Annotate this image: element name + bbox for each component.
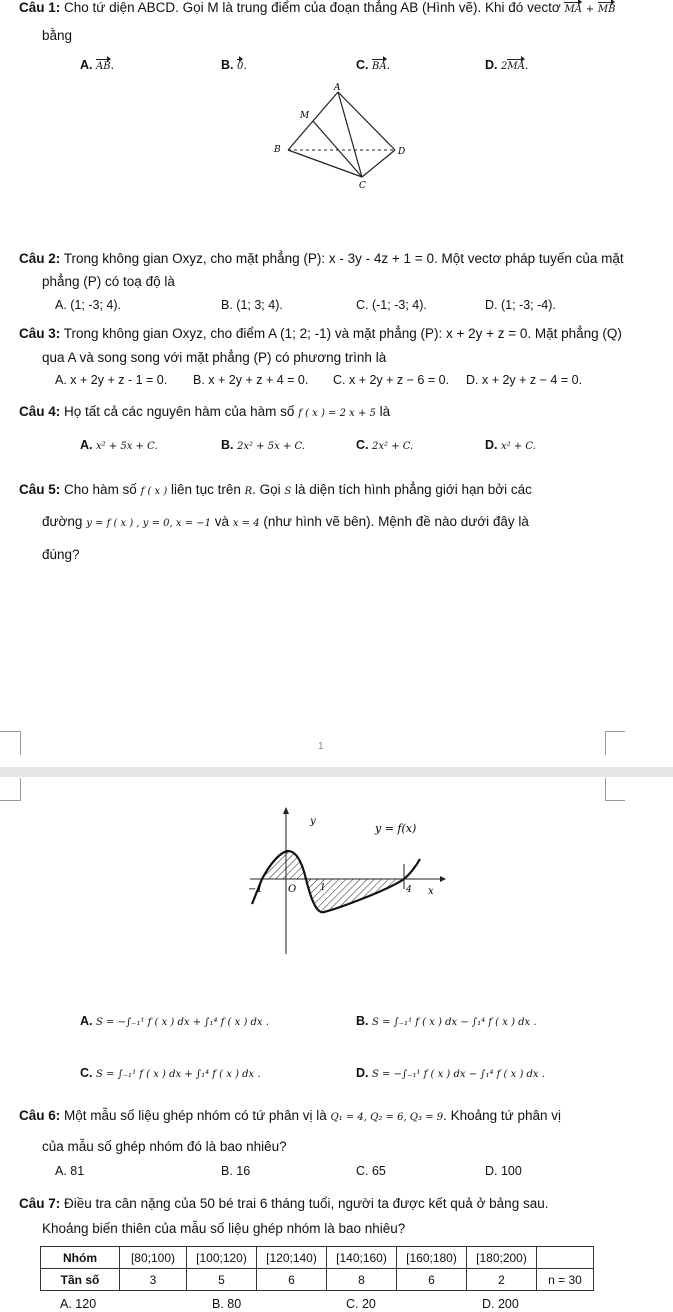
q6-option-a[interactable]: A. 81 <box>55 1164 85 1178</box>
q6-stem: Câu 6: Một mẫu số liệu ghép nhóm có tứ phân vị là Q₁ = 4, Q₂ = 6, Q₃ = 9. Khoảng tứ phân vị <box>19 1108 561 1123</box>
q5-label: Câu 5: <box>19 482 61 497</box>
function-graph <box>230 804 460 964</box>
q6-label: Câu 6: <box>19 1108 61 1123</box>
frequency-table <box>40 1246 594 1291</box>
table-row <box>41 1269 594 1291</box>
q1-stem-2: bằng <box>42 28 73 43</box>
q4-label: Câu 4: <box>19 404 61 419</box>
table-row <box>41 1247 594 1269</box>
tick-label-4: 4 <box>406 885 412 895</box>
corner-mark <box>20 778 21 800</box>
q5-option-b[interactable]: B. S = ∫₋₁¹ f ( x ) dx − ∫₁⁴ f ( x ) dx . <box>356 1014 537 1028</box>
vertex-m: M <box>300 111 310 121</box>
tick-label-1: 1 <box>320 883 326 893</box>
q2-stem: Câu 2: Trong không gian Oxyz, cho mặt phẳng (P): x - 3y - 4z + 1 = 0. Một vectơ pháp tuyến của mặt <box>19 251 624 266</box>
q5-stem-3: đúng? <box>42 547 80 562</box>
vertex-c: C <box>359 181 366 191</box>
q4-option-c[interactable]: C. 2x² + C. <box>356 438 414 452</box>
corner-mark <box>20 731 21 755</box>
q3-option-d[interactable]: D. x + 2y + z − 4 = 0. <box>466 373 583 387</box>
vertex-d: D <box>398 147 406 157</box>
q2-option-c[interactable]: C. (-1; -3; 4). <box>356 298 427 312</box>
q3-option-a[interactable]: A. x + 2y + z - 1 = 0. <box>55 373 168 387</box>
q7-option-c[interactable]: C. 20 <box>346 1297 376 1311</box>
table-cell: 6 <box>397 1269 467 1291</box>
origin-label: O <box>288 884 297 895</box>
q4-option-a[interactable]: A. x² + 5x + C. <box>80 438 158 452</box>
table-cell <box>537 1247 594 1269</box>
curve-label: y = f(x) <box>375 822 417 835</box>
q7-stem-2: Khoảng biến thiên của mẫu số liệu ghép nhóm là bao nhiêu? <box>42 1221 406 1236</box>
vector-ma: MA <box>564 4 582 15</box>
q7-option-a[interactable]: A. 120 <box>60 1297 97 1311</box>
q6-option-d[interactable]: D. 100 <box>485 1164 522 1178</box>
corner-mark <box>0 800 21 801</box>
q2-option-a[interactable]: A. (1; -3; 4). <box>55 298 122 312</box>
q2-option-d[interactable]: D. (1; -3; -4). <box>485 298 556 312</box>
q1-option-b[interactable]: B. 0. <box>221 58 247 72</box>
q3-stem-2: qua A và song song với mặt phẳng (P) có phương trình là <box>42 350 387 365</box>
table-cell: 2 <box>467 1269 537 1291</box>
corner-mark <box>605 731 606 755</box>
tetrahedron-figure <box>250 82 420 192</box>
q4-option-d[interactable]: D. x² + C. <box>485 438 536 452</box>
table-cell: 5 <box>187 1269 257 1291</box>
q3-label: Câu 3: <box>19 326 61 341</box>
table-header-cell: Nhóm <box>41 1247 120 1269</box>
q1-label: Câu 1: <box>19 0 61 15</box>
q4-stem: Câu 4: Họ tất cả các nguyên hàm của hàm số f ( x ) = 2 x + 5 là <box>19 404 391 419</box>
x-axis-label: x <box>428 886 434 897</box>
vertex-a: A <box>334 83 341 93</box>
q1-option-a[interactable]: A. AB. <box>80 58 115 72</box>
table-cell: 3 <box>120 1269 187 1291</box>
y-axis-label: y <box>310 816 316 827</box>
table-cell: [100;120) <box>187 1247 257 1269</box>
table-cell: [140;160) <box>327 1247 397 1269</box>
q1-option-d[interactable]: D. 2MA. <box>485 58 529 72</box>
q2-stem-2: phẳng (P) có toạ độ là <box>42 274 175 289</box>
q3-option-b[interactable]: B. x + 2y + z + 4 = 0. <box>193 373 309 387</box>
q5-stem: Câu 5: Cho hàm số f ( x ) liên tục trên R. Gọi S là diện tích hình phẳng giới hạn bởi các <box>19 482 532 497</box>
corner-mark <box>0 731 20 732</box>
q6-option-b[interactable]: B. 16 <box>221 1164 251 1178</box>
q5-option-d[interactable]: D. S = −∫₋₁¹ f ( x ) dx − ∫₁⁴ f ( x ) dx . <box>356 1066 545 1080</box>
q2-label: Câu 2: <box>19 251 61 266</box>
page-number: 1 <box>318 741 324 752</box>
corner-mark <box>605 778 606 800</box>
vertex-b: B <box>274 145 281 155</box>
table-cell: [80;100) <box>120 1247 187 1269</box>
q2-option-b[interactable]: B. (1; 3; 4). <box>221 298 283 312</box>
tick-label-minus-1: −1 <box>248 884 263 895</box>
q7-option-b[interactable]: B. 80 <box>212 1297 242 1311</box>
q6-stem-2: của mẫu số ghép nhóm đó là bao nhiêu? <box>42 1139 287 1154</box>
table-cell: [180;200) <box>467 1247 537 1269</box>
q7-label: Câu 7: <box>19 1196 61 1211</box>
table-header-cell: Tần số <box>41 1269 120 1291</box>
q7-option-d[interactable]: D. 200 <box>482 1297 519 1311</box>
corner-mark <box>605 731 625 732</box>
q5-option-c[interactable]: C. S = ∫₋₁¹ f ( x ) dx + ∫₁⁴ f ( x ) dx . <box>80 1066 261 1080</box>
corner-mark <box>605 800 625 801</box>
table-cell: [120;140) <box>257 1247 327 1269</box>
q4-function: f ( x ) = 2 x + 5 <box>298 408 376 419</box>
q3-option-c[interactable]: C. x + 2y + z − 6 = 0. <box>333 373 450 387</box>
q6-option-c[interactable]: C. 65 <box>356 1164 386 1178</box>
table-cell: 6 <box>257 1269 327 1291</box>
q7-stem: Câu 7: Điều tra cân nặng của 50 bé trai 6 tháng tuổi, người ta được kết quả ở bảng sau. <box>19 1196 549 1211</box>
vector-mb: MB <box>597 4 616 15</box>
page-gap <box>0 767 673 777</box>
q5-option-a[interactable]: A. S = −∫₋₁¹ f ( x ) dx + ∫₁⁴ f ( x ) dx . <box>80 1014 269 1028</box>
q3-stem: Câu 3: Trong không gian Oxyz, cho điểm A (1; 2; -1) và mặt phẳng (P): x + 2y + z = 0. Mặt phẳng (Q) <box>19 326 622 341</box>
q1-stem: Câu 1: Cho tứ diện ABCD. Gọi M là trung điểm của đoạn thẳng AB (Hình vẽ). Khi đó vectơ MA + MB <box>19 0 616 15</box>
q5-stem-2: đường y = f ( x ) , y = 0, x = −1 và x = 4 (như hình vẽ bên). Mệnh đề nào dưới đây là <box>42 514 529 529</box>
q1-option-c[interactable]: C. BA. <box>356 58 391 72</box>
q6-quartiles: Q₁ = 4, Q₂ = 6, Q₃ = 9 <box>330 1112 444 1123</box>
q4-option-b[interactable]: B. 2x² + 5x + C. <box>221 438 305 452</box>
table-total-cell: n = 30 <box>537 1269 594 1291</box>
table-cell: [160;180) <box>397 1247 467 1269</box>
table-cell: 8 <box>327 1269 397 1291</box>
